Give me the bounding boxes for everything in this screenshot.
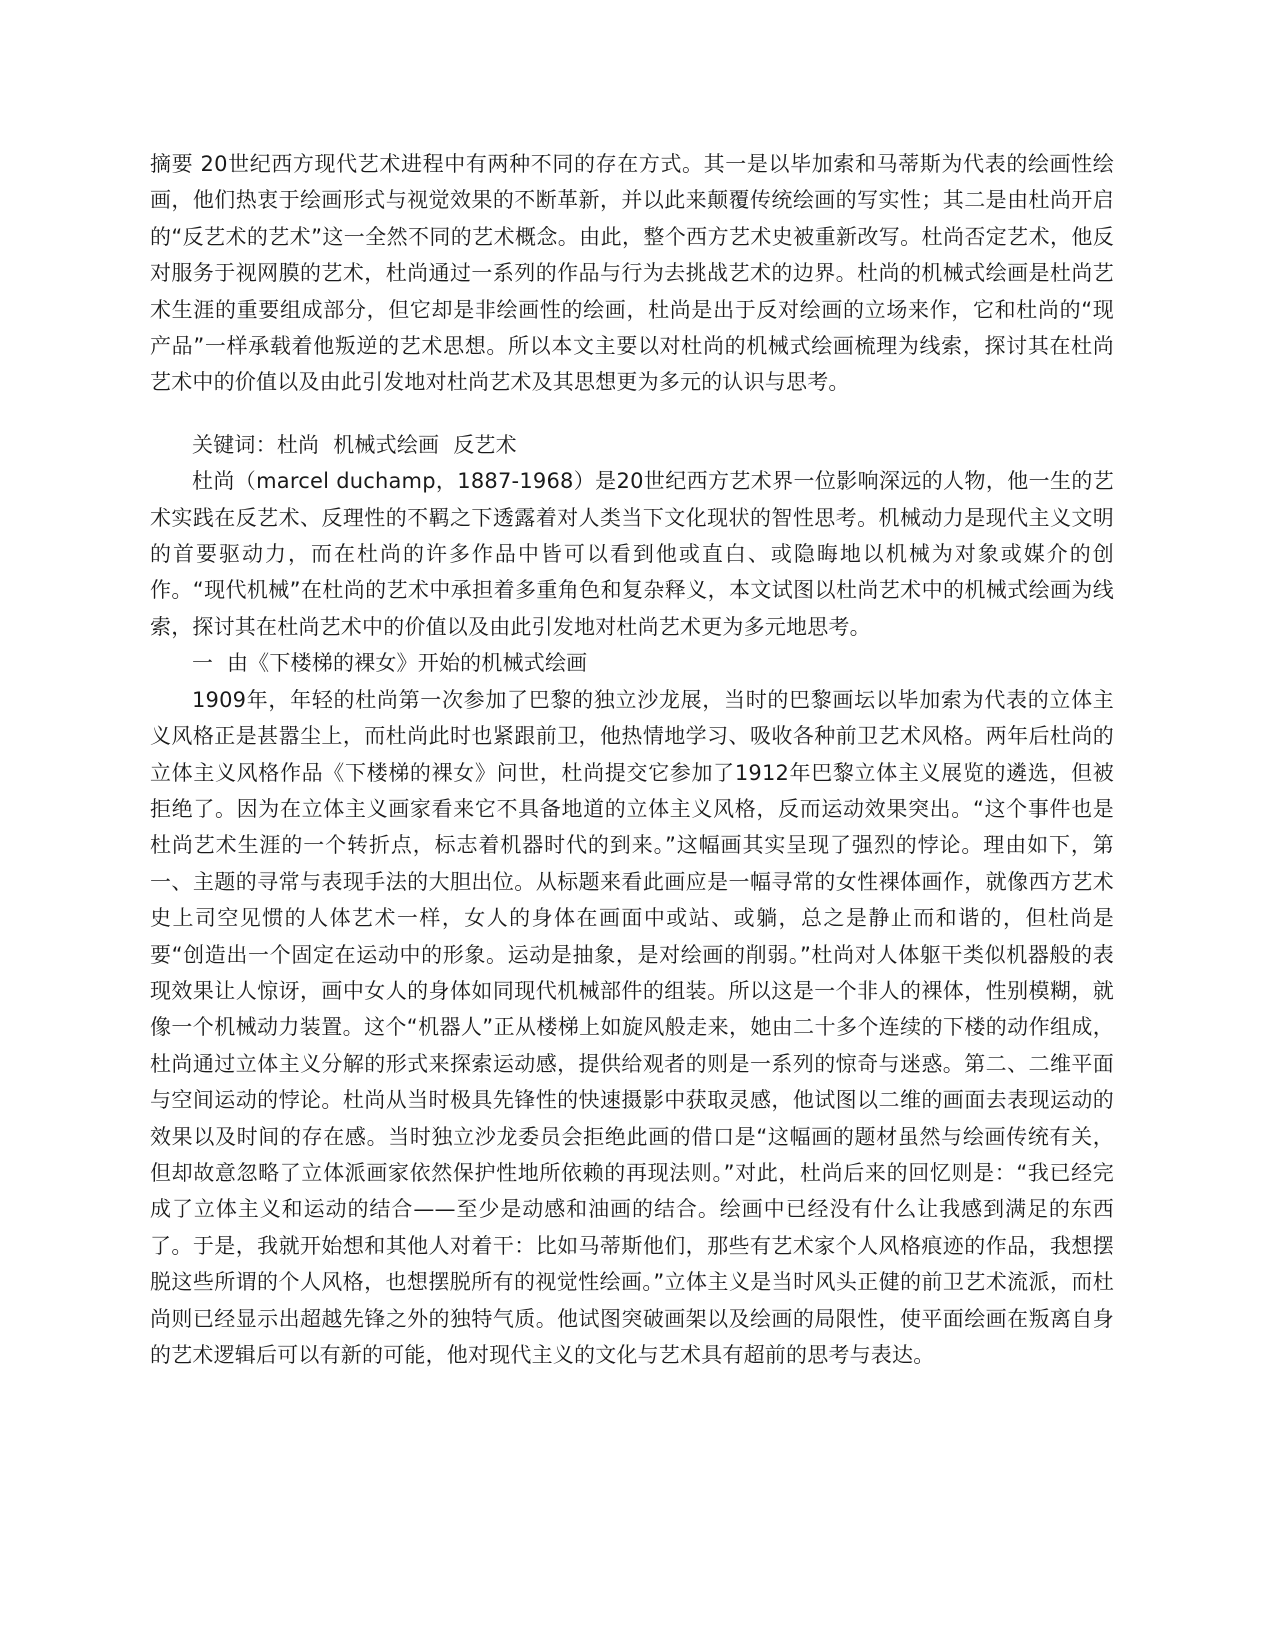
abstract-text: 20世纪西方现代艺术进程中有两种不同的存在方式。其一是以毕加索和马蒂斯为代表的绘画性绘画，他们热衷于绘画形式与视觉效果的不断革新，并以此来颠覆传统绘画的写实性；其二是由杜尚开启的“反艺术的艺术”这一全然不同的艺术概念。由此，整个西方艺术史被重新改写。杜尚否定艺术，他反对服务于视网膜的艺术，杜尚通过一系列的作品与行为去挑战艺术的边界。杜尚的机械式绘画是杜尚艺术生涯的重要组成部分，但它却是非绘画性的绘画，杜尚是出于反对绘画的立场来作，它和杜尚的“现产品”一样承载着他叛逆的艺术思想。所以本文主要以对杜尚的机械式绘画梳理为线索，探讨其在杜尚艺术中的价值以及由此引发地对杜尚艺术及其思想更为多元的认识与思考。 — [150, 152, 1114, 395]
keyword-item: 反艺术 — [453, 432, 517, 457]
document-page — [150, 146, 1114, 1373]
keywords-label: 关键词： — [192, 432, 277, 457]
abstract-paragraph — [150, 146, 1114, 401]
abstract-label: 摘要 — [150, 152, 194, 176]
keywords-line — [150, 427, 1114, 463]
keyword-item: 机械式绘画 — [333, 432, 440, 457]
section-body-paragraph: 1909年，年轻的杜尚第一次参加了巴黎的独立沙龙展，当时的巴黎画坛以毕加索为代表的立体主义风格正是甚嚣尘上，而杜尚此时也紧跟前卫，他热情地学习、吸收各种前卫艺术风格。两年后杜尚的立体主义风格作品《下楼梯的裸女》问世，杜尚提交它参加了1912年巴黎立体主义展览的遴选，但被拒绝了。因为在立体主义画家看来它不具备地道的立体主义风格，反而运动效果突出。“这个事件也是杜尚艺术生涯的一个转折点，标志着机器时代的到来。”这幅画其实呈现了强烈的悖论。理由如下，第一、主题的寻常与表现手法的大胆出位。从标题来看此画应是一幅寻常的女性裸体画作，就像西方艺术史上司空见惯的人体艺术一样，女人的身体在画面中或站、或躺，总之是静止而和谐的，但杜尚是要“创造出一个固定在运动中的形象。运动是抽象，是对绘画的削弱。”杜尚对人体躯干类似机器般的表现效果让人惊讶，画中女人的身体如同现代机械部件的组装。所以这是一个非人的裸体，性别模糊，就像一个机械动力装置。这个“机器人”正从楼梯上如旋风般走来，她由二十多个连续的下楼的动作组成，杜尚通过立体主义分解的形式来探索运动感，提供给观者的则是一系列的惊奇与迷惑。第二、二维平面与空间运动的悖论。杜尚从当时极具先锋性的快速摄影中获取灵感，他试图以二维的画面去表现运动的效果以及时间的存在感。当时独立沙龙委员会拒绝此画的借口是“这幅画的题材虽然与绘画传统有关，但却故意忽略了立体派画家依然保护性地所依赖的再现法则。”对此，杜尚后来的回忆则是：“我已经完成了立体主义和运动的结合——至少是动感和油画的结合。绘画中已经没有什么让我感到满足的东西了。于是，我就开始想和其他人对着干：比如马蒂斯他们，那些有艺术家个人风格痕迹的作品，我想摆脱这些所谓的个人风格，也想摆脱所有的视觉性绘画。”立体主义是当时风头正健的前卫艺术流派，而杜尚则已经显示出超越先锋之外的独特气质。他试图突破画架以及绘画的局限性，使平面绘画在叛离自身的艺术逻辑后可以有新的可能，他对现代主义的文化与艺术具有超前的思考与表达。 — [150, 687, 1114, 1367]
intro-paragraph: 杜尚（marcel duchamp，1887-1968）是20世纪西方艺术界一位影响深远的人物，他一生的艺术实践在反艺术、反理性的不羁之下透露着对人类当下文化现状的智性思考。机械动力是现代主义文明的首要驱动力，而在杜尚的许多作品中皆可以看到他或直白、或隐晦地以机械为对象或媒介的创作。“现代机械”在杜尚的艺术中承担着多重角色和复杂释义，本文试图以杜尚艺术中的机械式绘画为线索，探讨其在杜尚艺术中的价值以及由此引发地对杜尚艺术更为多元地思考。 — [150, 469, 1114, 639]
section-heading: 一 由《下楼梯的裸女》开始的机械式绘画 — [192, 651, 588, 676]
keyword-item: 杜尚 — [276, 432, 320, 457]
